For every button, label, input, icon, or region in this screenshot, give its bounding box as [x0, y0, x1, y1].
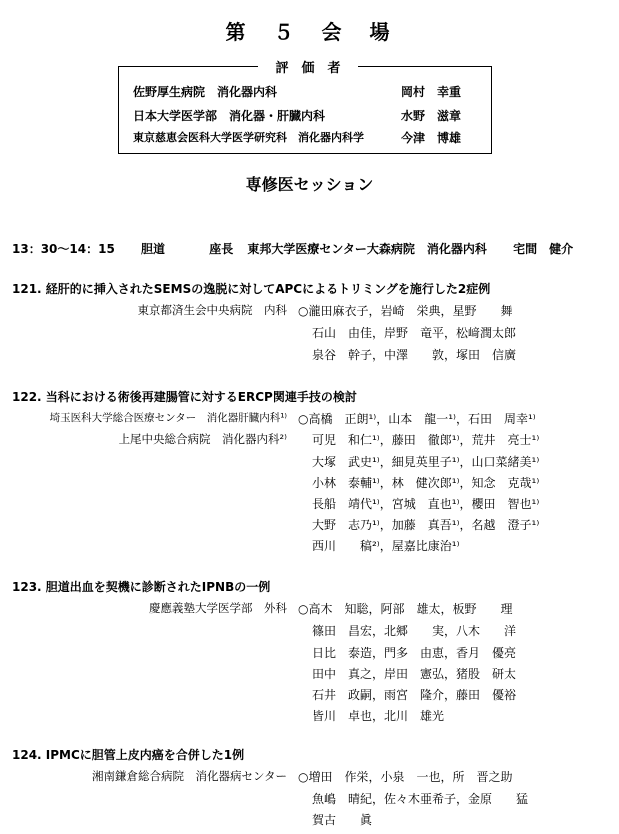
paper-authors: 可児 和仁¹⁾，藤田 徹郎¹⁾，荒井 亮士¹⁾ — [312, 433, 540, 447]
hall-title: 第 ５ 会 場 — [225, 20, 394, 44]
paper-authors: ○増田 作栄，小泉 一也，所 晋之助 — [298, 770, 513, 784]
evaluator-row — [133, 83, 462, 100]
paper-institution: 埼玉医科大学総合医療センター 消化器肝臓内科¹⁾ — [49, 412, 287, 424]
evaluator-name: 水野 滋章 — [401, 109, 462, 123]
evaluator-row — [133, 129, 462, 145]
paper-institution: 上尾中央総合病院 消化器内科²⁾ — [118, 432, 287, 446]
slot-chair-label: 座長 — [209, 242, 234, 256]
paper-authors: ○瀧田麻衣子，岩崎 栄典，星野 舞 — [298, 304, 513, 318]
paper-authors: 大塚 武史¹⁾，細見英里子¹⁾，山口菜緒美¹⁾ — [312, 455, 540, 469]
paper-authors: 篠田 昌宏，北郷 実，八木 洋 — [312, 624, 517, 638]
paper-authors: 小林 泰輔¹⁾，林 健次郎¹⁾，知念 克哉¹⁾ — [312, 476, 540, 490]
paper-authors: 大野 志乃¹⁾，加藤 真吾¹⁾，名越 澄子¹⁾ — [312, 518, 540, 532]
paper-authors: ○高橋 正朗¹⁾，山本 龍一¹⁾，石田 周幸¹⁾ — [298, 412, 536, 426]
paper-authors: 日比 泰造，門多 由恵，香月 優亮 — [312, 646, 517, 660]
slot-chair-name: 宅間 健介 — [513, 242, 574, 256]
time-slot — [12, 240, 573, 257]
slot-topic: 胆道 — [141, 242, 166, 256]
evaluator-box — [118, 66, 492, 154]
paper-institution: 湘南鎌倉総合病院 消化器病センター — [91, 769, 287, 783]
paper-title: 124. IPMCに胆管上皮内癌を合併した1例 — [12, 748, 245, 762]
paper-authors: 賀古 眞 — [312, 813, 373, 827]
slot-time: 13：30〜14：15 — [12, 242, 115, 256]
evaluator-affiliation: 佐野厚生病院 消化器内科 — [133, 85, 278, 99]
paper-authors: 田中 真之，岸田 憲弘，猪股 研太 — [312, 667, 517, 681]
paper-authors: 長船 靖代¹⁾，宮城 直也¹⁾，櫻田 智也¹⁾ — [312, 497, 540, 511]
paper-authors: 西川 稿²⁾，屋嘉比康治¹⁾ — [312, 539, 460, 553]
paper-authors: 泉谷 幹子，中澤 敦，塚田 信廣 — [312, 348, 517, 362]
paper-title: 123. 胆道出血を契機に診断されたIPNBの一例 — [12, 580, 271, 594]
paper-title: 122. 当科における術後再建腸管に対するERCP関連手技の検討 — [12, 390, 357, 404]
paper-authors: ○高木 知聡，阿部 雄太，板野 理 — [298, 602, 513, 616]
session-title: 専修医セッション — [245, 175, 374, 194]
paper-institution: 東京都済生会中央病院 内科 — [137, 303, 287, 317]
paper-authors: 魚嶋 晴紀，佐々木亜希子，金原 猛 — [312, 792, 529, 806]
evaluator-affiliation: 東京慈恵会医科大学医学研究科 消化器内科学 — [133, 131, 364, 144]
evaluator-name: 岡村 幸重 — [401, 85, 462, 99]
paper-authors: 石山 由佳，岸野 竜平，松﨑潤太郎 — [312, 326, 517, 340]
evaluator-row — [133, 107, 462, 124]
paper-authors: 皆川 卓也，北川 雄光 — [312, 709, 445, 723]
evaluator-heading: 評 価 者 — [258, 57, 358, 76]
evaluator-name: 今津 博雄 — [401, 131, 462, 145]
slot-chair-affiliation: 東邦大学医療センター大森病院 消化器内科 — [247, 242, 487, 256]
paper-authors: 石井 政嗣，雨宮 隆介，藤田 優裕 — [312, 688, 517, 702]
paper-title: 121. 経肝的に挿入されたSEMSの逸脱に対してAPCによるトリミングを施行した2症例 — [12, 282, 491, 296]
evaluator-affiliation: 日本大学医学部 消化器・肝臓内科 — [133, 109, 326, 123]
paper-institution: 慶應義塾大学医学部 外科 — [149, 601, 287, 615]
